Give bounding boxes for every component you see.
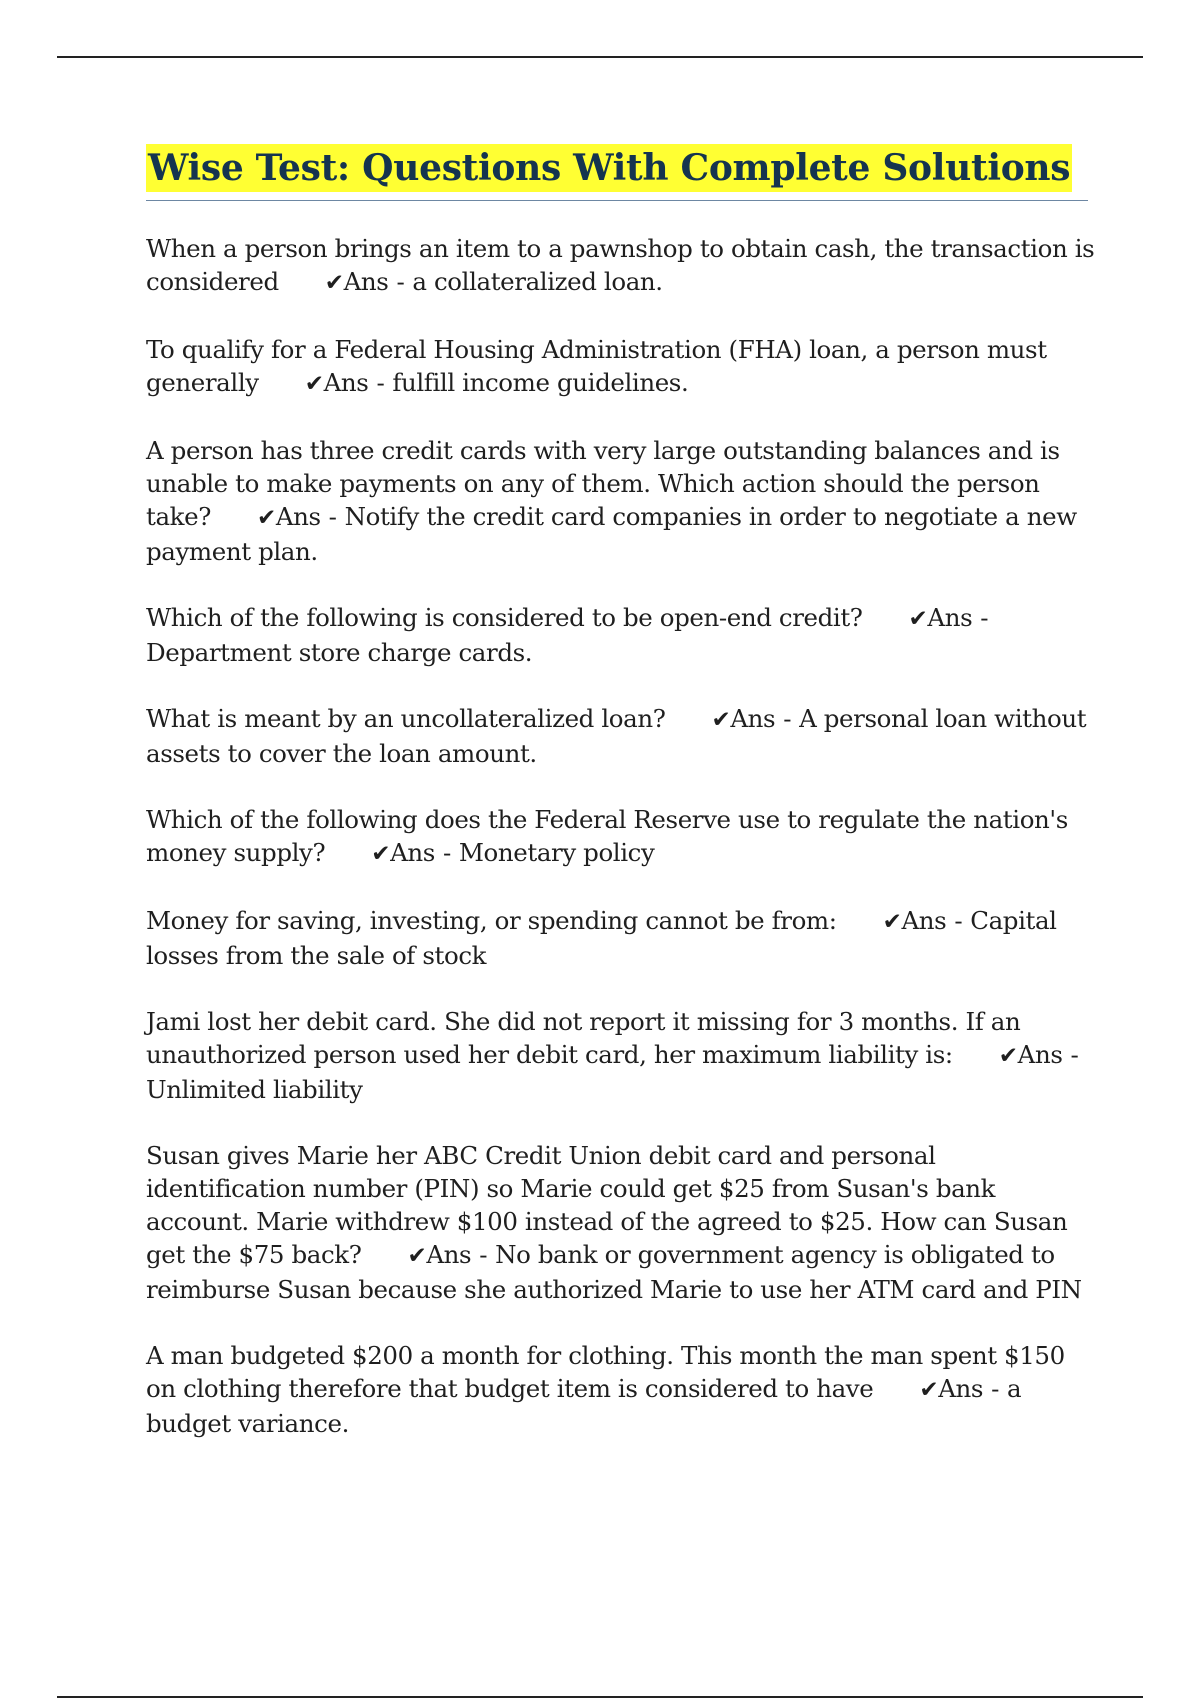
answer-text: a budget variance. (146, 1374, 1022, 1438)
question-text: Jami lost her debit card. She did not report it missing for 3 months. If an unauthorized person used her debit card, her maximum liability is: (146, 1007, 1021, 1069)
question-text: Susan gives Marie her ABC Credit Union debit card and personal identification number (PIN) so Marie could get $25 from Susan's bank account. Marie withdrew $100 instead of the agreed to $25. How can Susan get the $75 back? (146, 1141, 1068, 1269)
check-icon: ✔ (908, 606, 928, 632)
answer-text: Capital losses from the sale of stock (146, 906, 1057, 970)
header-rule (57, 56, 1143, 58)
answer-text: fulfill income guidelines. (392, 368, 689, 397)
qa-item (146, 803, 1096, 871)
answer-separator: - (783, 704, 792, 733)
answer-separator: - (954, 906, 963, 935)
qa-item (146, 601, 1096, 669)
answer-marker: Ans (927, 603, 973, 632)
check-icon: ✔ (324, 270, 344, 296)
qa-list (146, 232, 1096, 1473)
question-text: Money for saving, investing, or spending cannot be from: (146, 906, 837, 935)
answer-marker: Ans (1017, 1040, 1063, 1069)
answer-marker: Ans (730, 704, 776, 733)
footer-rule (57, 1696, 1143, 1698)
title-block (146, 144, 1088, 201)
answer-marker: Ans (323, 368, 369, 397)
check-icon: ✔ (371, 841, 391, 867)
answer-text: a collateralized loan. (412, 267, 663, 296)
answer-marker: Ans (343, 267, 389, 296)
question-text: A man budgeted $200 a month for clothing. This month the man spent $150 on clothing therefore that budget item is considered to have (146, 1341, 1065, 1403)
answer-separator: - (442, 838, 451, 867)
question-text: Which of the following does the Federal Reserve use to regulate the nation's money supply? (146, 805, 1068, 867)
answer-text: No bank or government agency is obligated to reimburse Susan because she authorized Marie to use her ATM card and PIN (146, 1240, 1082, 1304)
answer-separator: - (479, 1240, 488, 1269)
answer-text: A personal loan without assets to cover the loan amount. (146, 704, 1087, 768)
answer-text: Notify the credit card companies in order to negotiate a new payment plan. (146, 502, 1077, 566)
answer-marker: Ans (426, 1240, 472, 1269)
answer-separator: - (991, 1374, 999, 1403)
qa-item (146, 434, 1096, 568)
check-icon: ✔ (919, 1377, 939, 1403)
answer-separator: - (980, 603, 989, 632)
qa-item (146, 333, 1096, 401)
answer-marker: Ans (901, 906, 947, 935)
page-title: Wise Test: Questions With Complete Solutions (146, 144, 1072, 192)
check-icon: ✔ (304, 371, 324, 397)
qa-item (146, 1339, 1096, 1440)
qa-item (146, 702, 1096, 770)
qa-item (146, 904, 1096, 972)
answer-marker: Ans (390, 838, 435, 867)
answer-separator: - (396, 267, 405, 296)
answer-text: Monetary policy (458, 838, 655, 867)
question-text: What is meant by an uncollateralized loan? (146, 704, 666, 733)
check-icon: ✔ (407, 1243, 427, 1269)
answer-marker: Ans (938, 1374, 984, 1403)
answer-separator: - (1070, 1040, 1079, 1069)
question-text: A person has three credit cards with very large outstanding balances and is unable to make payments on any of them. Which action should the person take? (146, 436, 1060, 531)
answer-marker: Ans (275, 502, 321, 531)
answer-text: Unlimited liability (146, 1075, 363, 1104)
check-icon: ✔ (711, 707, 731, 733)
question-text: When a person brings an item to a pawnshop to obtain cash, the transaction is considered (146, 234, 1095, 296)
qa-item (146, 1005, 1096, 1106)
answer-text: Department store charge cards. (146, 638, 533, 667)
check-icon: ✔ (998, 1043, 1018, 1069)
check-icon: ✔ (256, 505, 276, 531)
qa-item (146, 232, 1096, 300)
check-icon: ✔ (882, 909, 902, 935)
qa-item (146, 1139, 1096, 1306)
question-text: Which of the following is considered to be open-end credit? (146, 603, 863, 632)
answer-separator: - (376, 368, 385, 397)
answer-separator: - (328, 502, 337, 531)
question-text: To qualify for a Federal Housing Administration (FHA) loan, a person must generally (146, 335, 1047, 397)
